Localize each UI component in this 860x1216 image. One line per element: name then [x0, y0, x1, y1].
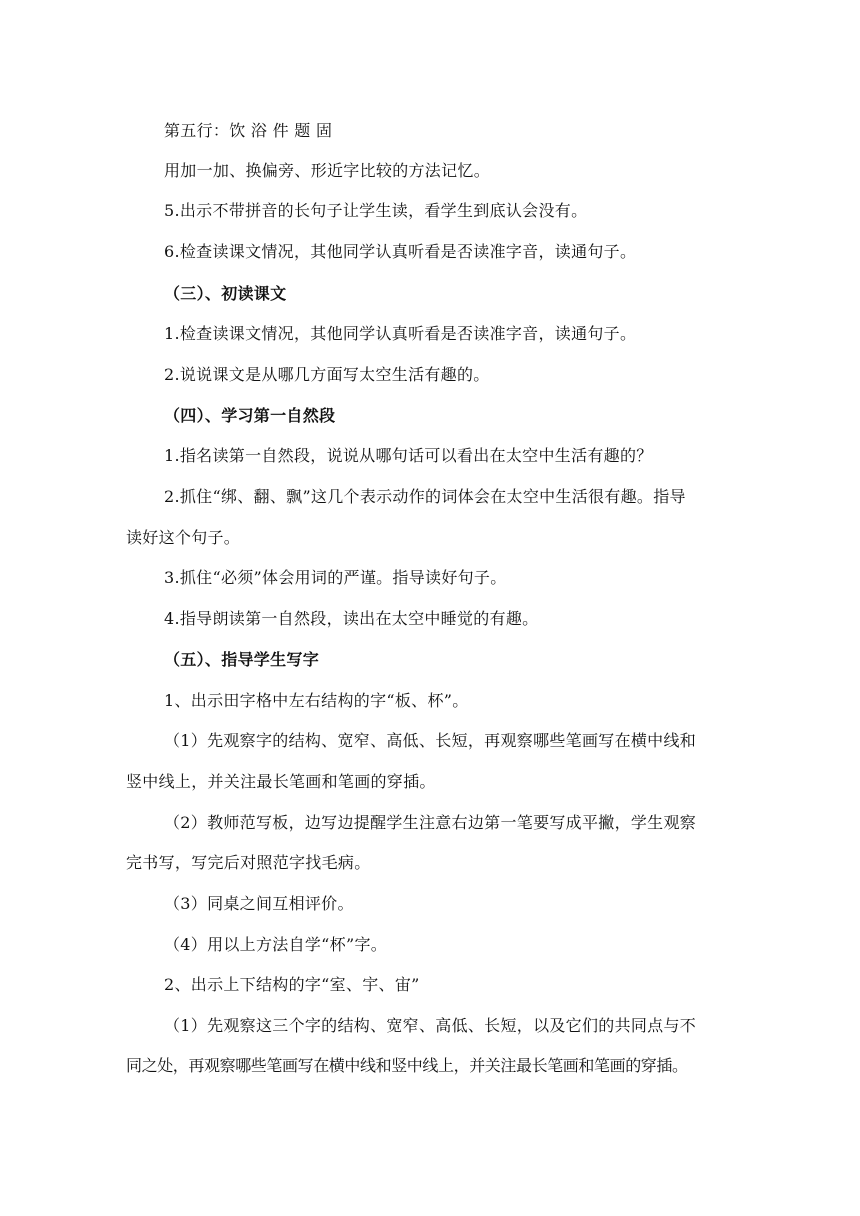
text-line: （4）用以上方法自学“杯”字。 — [164, 935, 388, 954]
text-line: （1）先观察字的结构、宽窄、高低、长短，再观察哪些笔画写在横中线和 — [164, 731, 697, 750]
section-heading: （三）、初读课文 — [164, 284, 287, 303]
section-heading: （五）、指导学生写字 — [164, 650, 320, 669]
text-line: 完书写，写完后对照范字找毛病。 — [126, 853, 371, 872]
text-line: （1）先观察这三个字的结构、宽窄、高低、长短，以及它们的共同点与不 — [164, 1016, 697, 1035]
text-line: 用加一加、换偏旁、形近字比较的方法记忆。 — [164, 161, 491, 180]
text-line: 6.检查读课文情况，其他同学认真听看是否读准字音，读通句子。 — [164, 242, 637, 261]
text-line: 2、出示上下结构的字“室、宇、宙” — [164, 975, 420, 994]
text-line: （2）教师范写板，边写边提醒学生注意右边第一笔要写成平撇，学生观察 — [164, 813, 697, 832]
text-line: （3）同桌之间互相评价。 — [164, 894, 354, 913]
text-line: 1.指名读第一自然段，说说从哪句话可以看出在太空中生活有趣的？ — [164, 446, 653, 465]
text-line: 第五行：饮 浴 件 题 固 — [164, 121, 333, 140]
text-line: 2.说说课文是从哪几方面写太空生活有趣的。 — [164, 365, 490, 384]
text-line: 4.指导朗读第一自然段，读出在太空中睡觉的有趣。 — [164, 609, 539, 628]
text-line: 竖中线上，并关注最长笔画和笔画的穿插。 — [126, 772, 436, 791]
text-line: 1、出示田字格中左右结构的字“板、杯”。 — [164, 691, 469, 710]
text-line: 2.抓住“绑、翻、飘”这几个表示动作的词体会在太空中生活很有趣。指导 — [164, 487, 686, 506]
text-line: 1.检查读课文情况，其他同学认真听看是否读准字音，读通句子。 — [164, 324, 637, 343]
text-line: 3.抓住“必须”体会用词的严谨。指导读好句子。 — [164, 568, 507, 587]
text-line: 同之处，再观察哪些笔画写在横中线和竖中线上，并关注最长笔画和笔画的穿插。 — [126, 1056, 688, 1075]
text-line: 5.出示不带拼音的长句子让学生读，看学生到底认会没有。 — [164, 201, 588, 220]
section-heading: （四）、学习第一自然段 — [164, 406, 336, 425]
text-line: 读好这个句子。 — [126, 528, 241, 547]
